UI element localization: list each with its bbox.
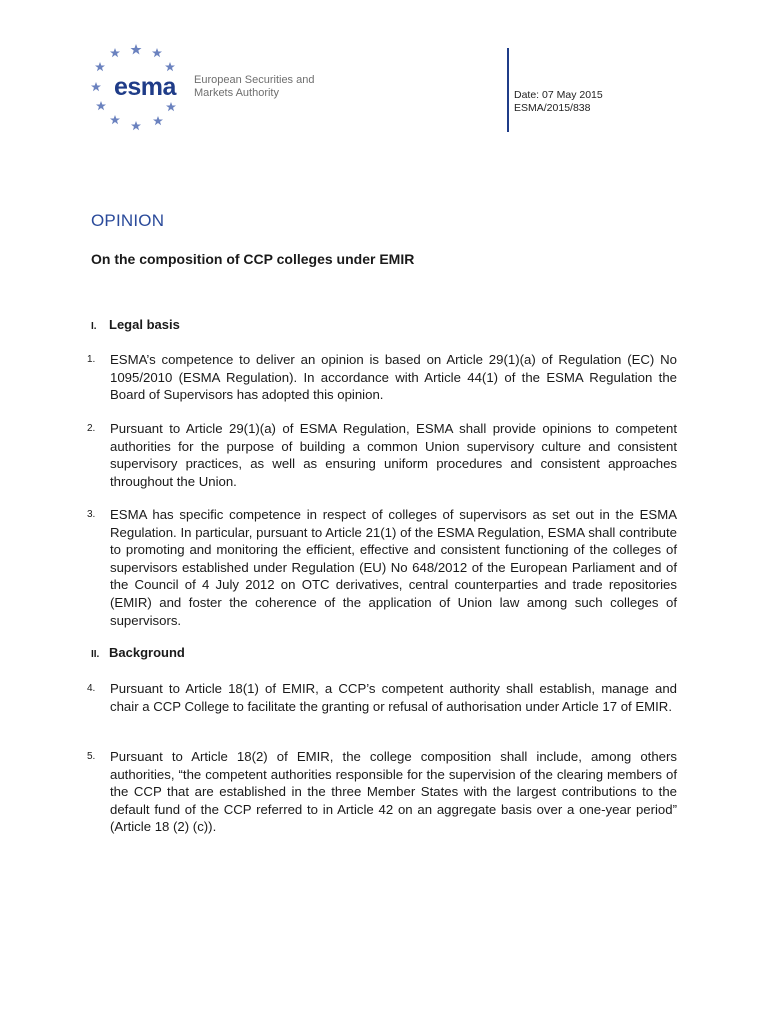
star-icon — [165, 62, 175, 71]
organization-name-line2: Markets Authority — [194, 87, 279, 99]
paragraph-number: 4. — [87, 683, 96, 694]
section-heading-background — [91, 645, 185, 660]
paragraph-number: 3. — [87, 509, 96, 520]
star-icon — [153, 116, 163, 125]
paragraph-number: 1. — [87, 354, 96, 365]
paragraph-text: Pursuant to Article 29(1)(a) of ESMA Regulation, ESMA shall provide opinions to competent authorities for the purpose of building a common Union supervisory culture and consistent supervisory practices, as well as ensuring uniform procedures and consistent approaches throughout the Union. — [110, 421, 677, 489]
section-title: Legal basis — [109, 317, 180, 332]
section-number: II. — [91, 649, 100, 660]
star-icon — [131, 44, 142, 55]
star-icon — [96, 101, 106, 110]
star-icon — [152, 48, 162, 57]
section-number: I. — [91, 321, 97, 332]
paragraph-text: Pursuant to Article 18(1) of EMIR, a CCP’s competent authority shall establish, manage and chair a CCP College to facilitate the granting or refusal of authorisation under Article 17 of EMIR. — [110, 681, 677, 714]
paragraph-text: ESMA’s competence to deliver an opinion is based on Article 29(1)(a) of Regulation (EC) No 1095/2010 (ESMA Regulation). In accordance with Article 44(1) of the ESMA Regulation the Board of Supervisors has adopted this opinion. — [110, 352, 677, 403]
paragraph-number: 5. — [87, 751, 96, 762]
paragraph-3 — [87, 506, 677, 629]
header-divider — [507, 48, 509, 132]
star-icon — [95, 62, 105, 71]
paragraph-1 — [87, 351, 677, 404]
star-icon — [166, 102, 176, 111]
star-icon — [131, 121, 141, 130]
esma-logo — [84, 40, 324, 136]
paragraph-text: Pursuant to Article 18(2) of EMIR, the college composition shall include, among others authorities, “the competent authorities responsible for the supervision of the clearing members of the CCP that are established in the three Member States with the largest contributions to the default fund of the CCP referred to in Article 42 on an aggregate basis over a one-year period” (Article 18 (2) (c)). — [110, 749, 677, 835]
section-title: Background — [109, 645, 185, 660]
star-icon — [91, 82, 101, 91]
organization-name — [194, 74, 314, 100]
paragraph-4 — [87, 680, 677, 715]
logo-wordmark: esma — [114, 73, 176, 101]
paragraph-number: 2. — [87, 423, 96, 434]
document-subject: On the composition of CCP colleges under EMIR — [91, 251, 415, 267]
document-date: Date: 07 May 2015 — [514, 89, 603, 101]
organization-name-line1: European Securities and — [194, 74, 315, 86]
star-icon — [110, 115, 120, 124]
star-icon — [110, 48, 120, 57]
document-type: OPINION — [91, 211, 165, 230]
paragraph-5 — [87, 748, 677, 836]
document-meta — [514, 89, 603, 115]
paragraph-2 — [87, 420, 677, 490]
document-reference: ESMA/2015/838 — [514, 102, 591, 114]
section-heading-legal-basis — [91, 317, 180, 332]
paragraph-text: ESMA has specific competence in respect of colleges of supervisors as set out in the ESMA Regulation. In particular, pursuant to Article 21(1) of the ESMA Regulation, ESMA shall contribute to promoting and monitoring the efficient, effective and consistent functioning of the colleges of supervisors established under Regulation (EU) No 648/2012 of the European Parliament and of the Council of 4 July 2012 on OTC derivatives, central counterparties and trade repositories (EMIR) and foster the coherence of the application of Union law among such colleges of supervisors. — [110, 507, 677, 628]
